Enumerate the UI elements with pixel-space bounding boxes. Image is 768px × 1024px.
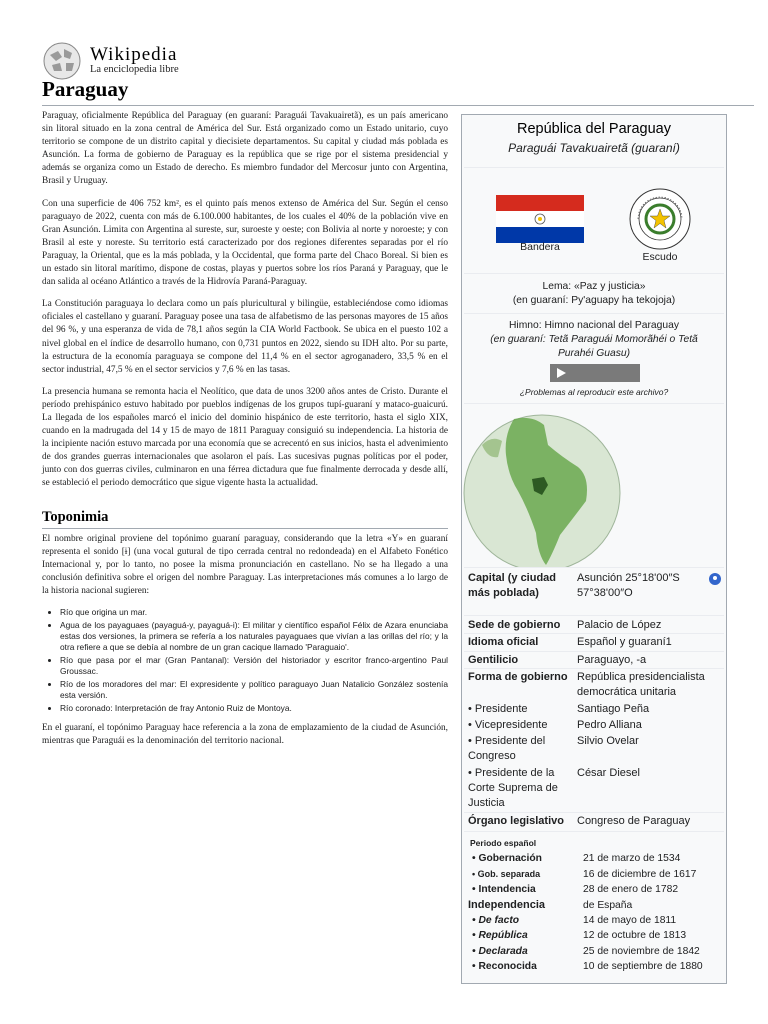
row-value-republica: 12 de octubre de 1813 <box>583 930 687 941</box>
row-label-gobernacion[interactable]: • Gobernación <box>472 853 542 864</box>
row-value-presidente[interactable]: Santiago Peña <box>577 703 650 715</box>
audio-player[interactable] <box>550 364 640 382</box>
anthem-guarani: (en guaraní: Tetã Paraguái Momorãhéi o Tetã <box>490 334 698 345</box>
flag-caption[interactable]: Bandera <box>520 241 560 253</box>
section-heading-toponimia: Toponimia <box>42 511 448 529</box>
location-globe-map[interactable] <box>462 405 726 567</box>
list-item: • Río que pasa por el mar (Gran Pantanal): Versión del historiador y escritor franco-argentino Paul Groussac. <box>60 655 448 677</box>
row-value-declarada: 25 de noviembre de 1842 <box>583 946 700 957</box>
list-item: • Río de los moradores del mar: El expresidente y político paraguayo Juan Natalicio González sostenía esta versión. <box>60 679 448 701</box>
toponimia-paragraph: El nombre original proviene del topónimo guaraní paraguay, considerando que la letra «Y» en guaraní representa el sonido [ɨ] (una vocal gutural de tipo cerrada central no redondeada) en el Alfabeto Fonético Internacional y, por lo tanto, no posee la misma pronunciación en castellano. No se ha llegado a una conclusión definitiva sobre el origen del nombre Paraguay. Las interpretaciones más comunes a lo largo de la historia nacional sugieren: <box>42 533 448 596</box>
row-label-de-facto[interactable]: • De facto <box>472 915 520 926</box>
divider <box>464 812 724 813</box>
row-label-gob-separada[interactable]: • Gob. separada <box>472 869 541 879</box>
row-label-organo: Órgano legislativo <box>468 815 564 827</box>
row-value-independencia: de España <box>583 900 633 911</box>
motto-guarani: (en guaraní: Py'aguapy ha tekojoja) <box>512 295 676 306</box>
wikipedia-globe-logo[interactable] <box>42 41 82 81</box>
row-label-reconocida[interactable]: • Reconocida <box>472 961 537 972</box>
row-value-intendencia: 28 de enero de 1782 <box>583 884 679 895</box>
row-label-forma-gobierno: Forma de gobierno <box>468 671 568 683</box>
toponimia-paragraph: En el guaraní, el topónimo Paraguay hace referencia a la zona de emplazamiento de la ciudad de Asunción, mientras que Paraguái es la denominación del territorio nacional. <box>42 723 448 747</box>
divider <box>464 403 724 404</box>
row-label-idioma: Idioma oficial <box>468 636 539 648</box>
flag-image[interactable] <box>496 195 584 243</box>
infobox <box>461 114 727 984</box>
page-title: Paraguay <box>42 77 129 101</box>
anthem-guarani-cont: Purahéi Guasu) <box>557 348 631 359</box>
row-value-presidente-corte[interactable]: César Diesel <box>577 767 640 779</box>
map-pin-icon[interactable] <box>708 572 722 586</box>
list-item: • Río coronado: Interpretación de fray Antonio Ruiz de Montoya. <box>60 703 448 714</box>
row-label-capital: Capital (y ciudad más poblada) <box>468 572 557 599</box>
row-value-organo[interactable]: Congreso de Paraguay <box>577 815 691 827</box>
row-label-vicepresidente[interactable]: • Vicepresidente <box>468 719 548 731</box>
infobox-subtitle: Paraguái Tavakuairetã (guaraní) <box>508 141 680 155</box>
list-item: • Agua de los payaguaes (payaguá-y, payaguá-i): El militar y científico español Félix de Azara enunciaba estas dos versiones, la primera se refería a los naturales payaguaes que vivían a las orillas del río; y la otra refiere a que se debía al nombre de un gran cacique llamado 'Paraguaio'. <box>60 620 448 653</box>
periodo-label: Periodo español <box>470 838 537 848</box>
etymology-list <box>42 607 448 714</box>
row-label-presidente-corte[interactable]: • Presidente de la Corte Suprema de Justicia <box>468 767 558 809</box>
divider <box>464 313 724 314</box>
article-body <box>42 110 448 757</box>
shield-caption[interactable]: Escudo <box>642 251 678 263</box>
site-tagline: La enciclopedia libre <box>90 64 179 75</box>
site-title: Wikipedia <box>90 44 178 65</box>
intro-paragraph: La Constitución paraguaya lo declara como un país pluricultural y bilingüe, estableciéndose como idiomas oficiales el castellano y guaraní. Paraguay posee una tasa de alfabetismo de las personas mayores de 15 años del 96 %, y una esperanza de vida de 78,1 años según la CIA World Factbook. Se ubica en el puesto 102 a nivel global en el índice de desarrollo humano, con 0,731 puntos en 2022, siendo su IDH alto. Por su parte, la estructura de la economía paraguaya se compone del 11,4 % en el sector agroganadero, 33,5 % en el sector industrial, 47,5 % en el sector servicios y 7,6 % en las tasas. <box>42 299 448 375</box>
motto-text: Lema: «Paz y justicia» <box>542 281 646 292</box>
row-label-gentilicio: Gentilicio <box>468 654 519 666</box>
row-value-idioma[interactable]: Español y guaraní1 <box>577 636 672 648</box>
row-value-gobernacion: 21 de marzo de 1534 <box>583 853 681 864</box>
divider <box>464 633 724 634</box>
row-label-declarada[interactable]: • Declarada <box>472 946 528 957</box>
row-value-de-facto: 14 de mayo de 1811 <box>583 915 677 926</box>
divider <box>464 273 724 274</box>
row-label-intendencia[interactable]: • Intendencia <box>472 884 536 895</box>
row-value-capital[interactable]: Asunción 25°18'00″S 57°38'00″O <box>577 572 680 599</box>
site-wordmark[interactable] <box>90 44 179 75</box>
intro-paragraph: Con una superficie de 406 752 km², es el quinto país menos extenso de América del Sur. Según el censo paraguayo de 2022, cuenta con más de 6.100.000 habitantes, de los cuales el 40% de la población vive en Gran Asunción. Limita con Argentina al sureste, sur, suroeste y oeste; con Bolivia al norte y noroeste; y con Brasil al este y noreste. Su territorio está caracterizado por dos regiones diferentes separadas por el río Paraguay, la Oriental, que es la más poblada, y la Occidental, que forma parte del Chaco Boreal. Si bien es un estado sin litoral marítimo, dispone de costas, playas y puertos sobre los ríos Paraná y Paraguay, que le dan salida al océano Atlántico a través de la Hidrovía Paraná-Paraguay. <box>42 198 448 288</box>
row-value-reconocida: 10 de septiembre de 1880 <box>583 961 703 972</box>
row-value-vicepresidente[interactable]: Pedro Alliana <box>577 719 642 731</box>
divider <box>464 567 724 568</box>
divider <box>464 615 724 616</box>
divider <box>464 167 724 168</box>
coat-of-arms-image[interactable] <box>628 187 692 251</box>
row-value-gob-separada: 16 de diciembre de 1617 <box>583 869 697 880</box>
intro-paragraph: Paraguay, oficialmente República del Paraguay (en guaraní: Paraguái Tavakuairetã), es un país americano sin litoral situado en la zona central de América del Sur. Está organizado como un Estado unitario, cuyo territorio se compone de un distrito capital y diecisiete departamentos. Su capital y ciudad más poblada es Asunción. La forma de gobierno de Paraguay es la república que se rige por el sistema presidencial y además se organiza como un Estado de derecho. Es miembro fundador del Mercosur junto con Argentina, Brasil y Uruguay. <box>42 111 448 187</box>
row-value-forma-gobierno[interactable]: República presidencialista democrática unitaria <box>577 671 705 698</box>
divider <box>464 668 724 669</box>
intro-paragraph: La presencia humana se remonta hacia el Neolítico, que data de unos 3200 años antes de Cristo. Durante el período prehispánico estuvo habitado por pueblos indígenas de los grupos tupí-guaraní y mataco-guaicurú. La llegada de los españoles marcó el inicio del dominio hispánico de este territorio, hasta el siglo XIX, cuando en la madrugada del 14 y 15 de mayo de 1811 Paraguay consiguió su independencia. La historia de la incipiente nación estuvo marcada por una economía que se acrecentó en sus inicios, hasta el advenimiento de dos grandes guerras internacionales que asolaron el país. Las sucesivas pugnas políticas por el poder, junto con dos guerras civiles, culminaron en una férrea dictadura que fue finalmente derrocada y desde allí, se estableció el periodo democrático que sigue vigente hasta la actualidad. <box>42 386 448 489</box>
row-label-presidente[interactable]: • Presidente <box>468 703 528 715</box>
title-divider <box>42 105 754 106</box>
divider <box>464 831 724 832</box>
row-value-gentilicio: Paraguayo, -a <box>577 654 647 666</box>
row-label-sede: Sede de gobierno <box>468 619 561 631</box>
divider <box>464 651 724 652</box>
infobox-title: República del Paraguay <box>517 121 671 137</box>
row-label-independencia: Independencia <box>468 899 546 911</box>
row-value-sede[interactable]: Palacio de López <box>577 619 662 631</box>
list-item: • Río que origina un mar. <box>60 607 448 618</box>
anthem-text: Himno: Himno nacional del Paraguay <box>509 320 679 331</box>
play-icon[interactable] <box>557 368 566 378</box>
row-value-presidente-congreso[interactable]: Silvio Ovelar <box>577 735 639 747</box>
row-label-presidente-congreso[interactable]: • Presidente del Congreso <box>468 735 546 762</box>
audio-help-link[interactable]: ¿Problemas al reproducir este archivo? <box>519 387 669 397</box>
row-label-republica[interactable]: • República <box>472 930 528 941</box>
